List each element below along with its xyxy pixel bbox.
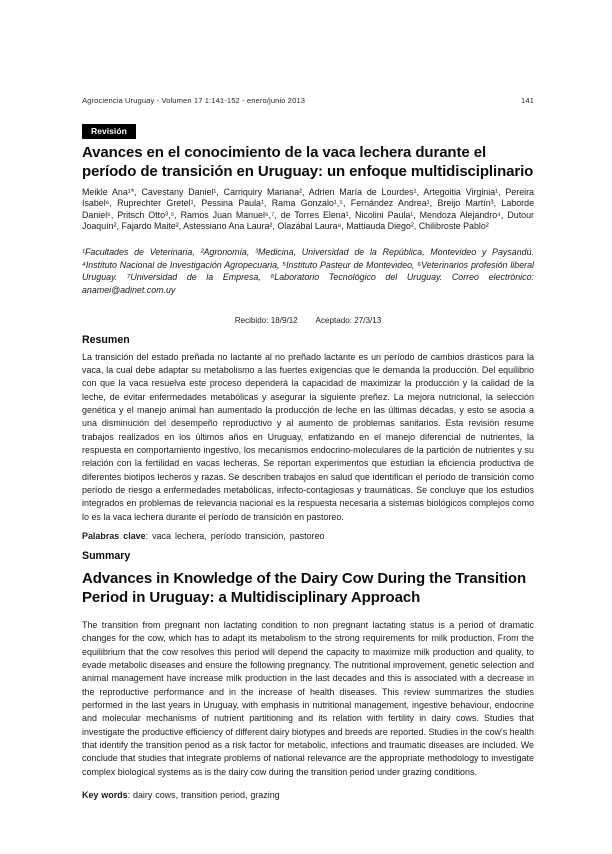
summary-text: The transition from pregnant non lactating condition to non pregnant lactating status is a period of dramatic changes for the cow, which has to adapt its metabolism to the strong requirements for milk production. From the equilibrium that the cow resolves this period will depend the capacity to maximize milk production and quality, to evade metabolic diseases and ensure the following pregnancy. The nutritional improvement, genetic selection and animal management have increase milk production in the last decades and this is associated with a decrease in the reproductive performance and in the increase of health diseases. This review summarizes the studies performed in the last years in Uruguay, with emphasis in nutritional management, ingestive behaviour, endocrine and molecular mechanisms of nutrient partitioning and its relation with fertility in dairy cows. Studies that investigate the productive efficiency of different dairy biotypes and breeds are reported. Studies in the cow's health that identify the transition period as a risk factor for metabolic, infections and traumatic diseases are included. We conclude that studies that integrate problems of national relevance are the appropriate methodology to investigate complex biological systems as is the dairy cow during the transition period under grazing conditions.	[82, 620, 534, 777]
page-number: 141	[521, 96, 534, 105]
summary-heading: Summary	[82, 550, 131, 563]
key-words-label: Key words	[82, 790, 128, 801]
palabras-clave-text: : vaca lechera, período transición, pastoreo	[145, 531, 325, 542]
accepted-date: Aceptado: 27/3/13	[315, 315, 382, 325]
received-date: Recibido: 18/9/12	[234, 315, 298, 325]
dates-line	[82, 316, 534, 325]
palabras-clave-line	[82, 531, 534, 541]
article-type-badge: Revisión	[82, 124, 136, 139]
key-words-line	[82, 790, 534, 800]
resumen-text: La transición del estado preñada no lactante al no preñado lactante es un período de cambios drásticos para la vaca, la cual debe adaptar su metabolismo a las fuertes exigencias que le demanda la producción. Del equilibrio con que la vaca resuelva este proceso dependerá la capacidad de maximizar la producción y la calidad de la leche, de evitar enfermedades metabólicas y asegurar la siguiente preñez. La mejora nutricional, la selección genética y el manejo animal han aumentado la producción de leche en las últimas décadas, y esto se asocia a una disminución del desempeño reproductivo y al aumento de problemas sanitarios. Esta revisión resume trabajos realizados en los últimos años en Uruguay, enfatizando en el manejo diferencial de nutrientes, la respuesta en comportamiento ingestivo, los mecanismos endocrino-moleculares de la partición de nutrientes y su relación con la fertilidad en vacas lecheras. Se reportan experimentos que estudian la eficiencia productiva de diferentes biotipos lecheros y razas. Se describen trabajos en salud que identifican el período de transición como período de riesgo a enfermedades metabólicas, infecto-contagiosas y traumáticas. Se concluye que los estudios integrados en problemas de relevancia nacional es la respuesta necesaria a sistemas biológicos complejos como lo es la vaca lechera durante el período de transición en pastoreo.	[82, 351, 534, 522]
page-content	[82, 96, 534, 800]
article-title-es: Avances en el conocimiento de la vaca lechera durante el período de transición en Uruguay: un enfoque multidisciplinario	[82, 144, 534, 180]
resumen-heading: Resumen	[82, 333, 130, 346]
palabras-clave-label: Palabras clave	[82, 531, 146, 542]
affiliations: ¹Facultades de Veterinaria, ²Agronomía, ³Medicina, Universidad de la República, Montevideo y Paysandú. ⁴Instituto Nacional de Investigación Agropecuaria, ⁵Instituto Pasteur de Montevideo, ⁶Veterinarios profesión liberal Uruguay. ⁷Universidad de la Empresa, ⁸Laboratorio Tecnológico del Uruguay. Correo electrónico: anamei@adinet.com.uy	[82, 247, 534, 295]
authors-line: Meikle Ana¹*, Cavestany Daniel¹, Carriquiry Mariana², Adrien María de Lourdes¹, Artegoitia Virginia¹, Pereira Isabel⁶, Ruprechter Gretel¹, Pessina Paula¹, Rama Gonzalo¹,⁵, Fernández Andrea¹, Breijo Martín³, Laborde Daniel⁶, Pritsch Otto³,⁵, Ramos Juan Manuel⁶,⁷, de Torres Elena¹, Nicolini Paula¹, Mendoza Alejandro⁴, Dutour Joaquín², Fajardo Maite², Astessiano Ana Laura², Olazábal Laura⁸, Mattiauda Diego², Chilibroste Pablo²	[82, 187, 534, 231]
journal-line: Agrociencia Uruguay - Volumen 17 1:141-152 - enero/junio 2013	[82, 96, 306, 105]
article-title-en: Advances in Knowledge of the Dairy Cow During the Transition Period in Uruguay: a Multidisciplinary Approach	[82, 570, 527, 607]
running-header	[82, 96, 534, 105]
key-words-text: : dairy cows, transition period, grazing	[127, 790, 280, 801]
